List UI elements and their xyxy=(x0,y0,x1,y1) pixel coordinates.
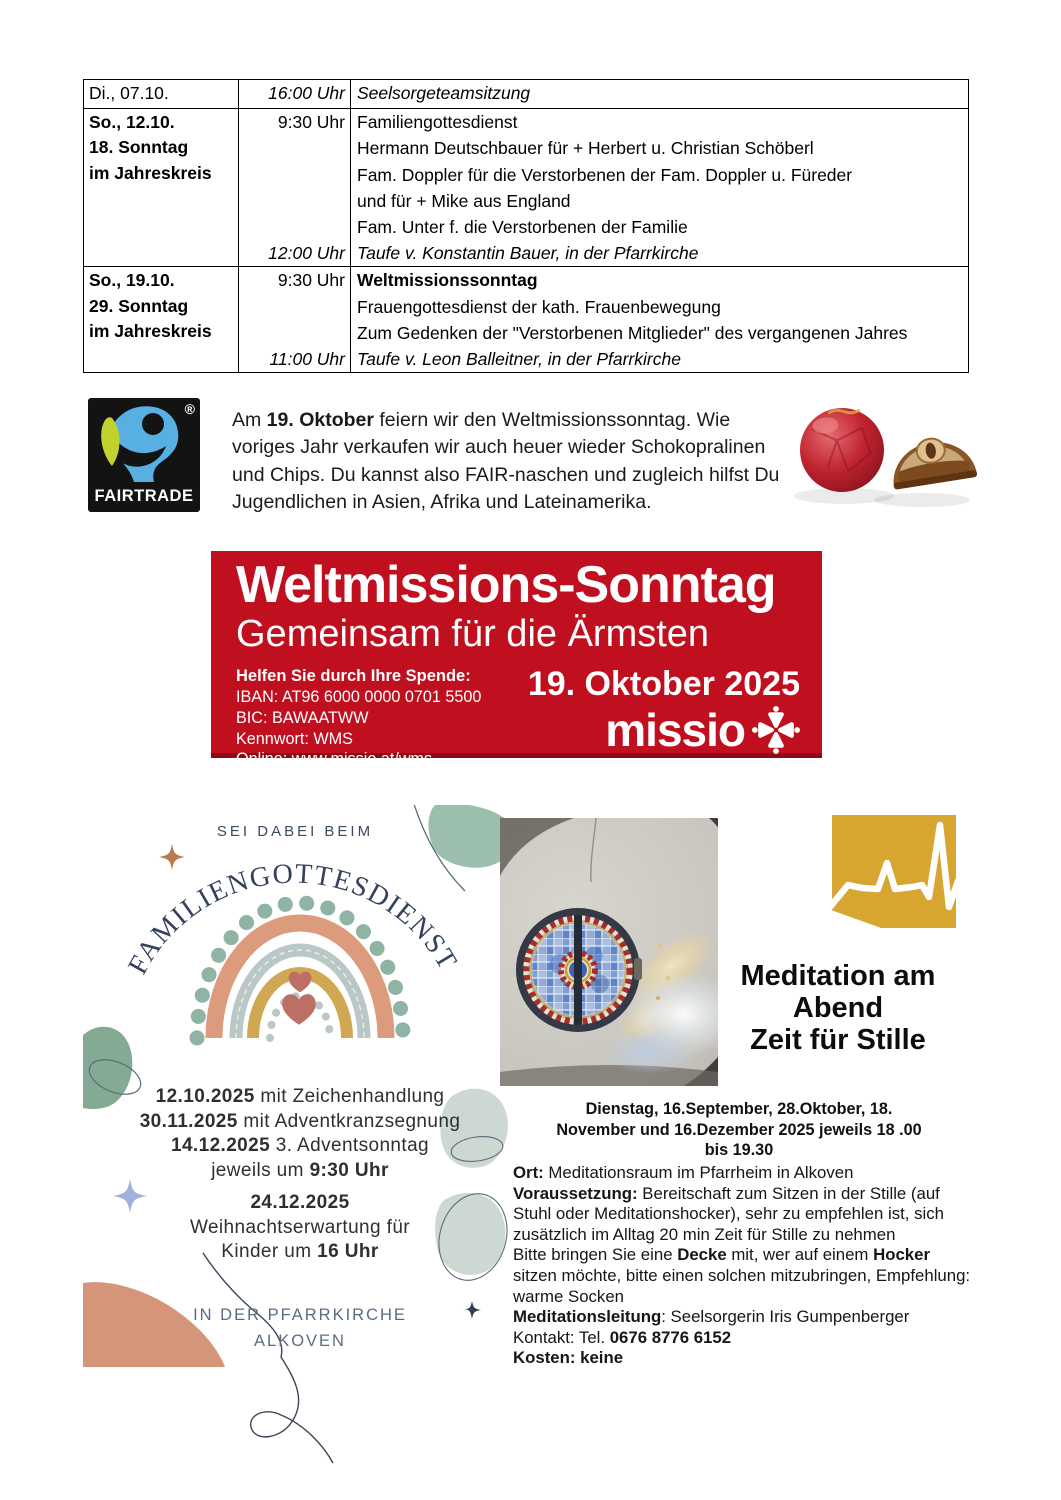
fairtrade-mark-icon xyxy=(96,402,192,484)
text-line: 24.12.2025 xyxy=(250,1192,350,1213)
event-cell: Zum Gedenken der "Verstorbenen Mitglieder" des vergangenen Jahres xyxy=(357,322,908,343)
time-cell: 11:00 Uhr xyxy=(239,346,351,372)
time-cell xyxy=(239,320,351,346)
table-row xyxy=(84,266,968,372)
donation-heading: Helfen Sie durch Ihre Spende: xyxy=(236,667,471,685)
ekg-pulse-icon xyxy=(832,815,956,928)
table-row xyxy=(84,80,968,108)
meditation-details xyxy=(513,1163,971,1369)
text-line: November und 16.Dezember 2025 jeweils 18 .00 xyxy=(556,1120,922,1139)
time-cell xyxy=(239,294,351,320)
time-cell: 16:00 Uhr xyxy=(239,80,351,108)
fairtrade-logo xyxy=(88,398,200,512)
weltmissions-banner xyxy=(211,551,822,769)
missio-logo xyxy=(605,706,800,754)
poster-dates xyxy=(83,1085,517,1183)
time-cell xyxy=(239,188,351,214)
time-cell xyxy=(239,162,351,188)
event-cell: und für + Mike aus England xyxy=(357,190,571,211)
table-row xyxy=(84,108,968,266)
event-cell: Familiengottesdienst xyxy=(357,112,518,133)
text-line: Online: www.missio.at/wms xyxy=(236,750,433,769)
text-line: Bitte bringen Sie eine Decke mit, wer auf einem Hocker sitzen möchte, bitte einen solchen mitzubringen, Empfehlung: warme Socken xyxy=(513,1245,971,1306)
poster-christmas xyxy=(83,1191,517,1265)
schedule-table xyxy=(83,79,969,373)
stained-glass-window-photo xyxy=(500,818,718,1086)
text-line: Meditation am xyxy=(740,960,936,992)
event-cell: Weltmissionssonntag xyxy=(357,270,538,291)
fairtrade-label: FAIRTRADE xyxy=(94,487,194,505)
text-line: Voraussetzung: Bereitschaft zum Sitzen in der Stille (auf Stuhl oder Meditationshocker), sehr zu empfehlen ist, sich zusätzlich im Alltag 20 min Zeit für Stille zu nehmen xyxy=(513,1183,944,1244)
date-cell: So., 19.10. 29. Sonntag im Jahreskreis xyxy=(84,267,239,372)
event-cell: Hermann Deutschbauer für + Herbert u. Christian Schöberl xyxy=(357,138,814,159)
donation-block xyxy=(236,665,481,770)
event-cell: Taufe v. Konstantin Bauer, in der Pfarrkirche xyxy=(357,243,699,264)
text-line: BIC: BAWAATWW xyxy=(236,708,369,727)
registered-trademark: ® xyxy=(184,401,195,417)
text-line: Meditationsleitung: Seelsorgerin Iris Gumpenberger xyxy=(513,1307,910,1327)
banner-subtitle: Gemeinsam für die Ärmsten xyxy=(236,613,710,655)
poster-arc-title: FAMILIENGOTTESDIENST xyxy=(122,858,464,980)
time-cell: 9:30 Uhr xyxy=(239,109,351,135)
date-cell: So., 12.10. 18. Sonntag im Jahreskreis xyxy=(84,109,239,266)
event-cell: Frauengottesdienst der kath. Frauenbewegung xyxy=(357,296,721,317)
meditation-schedule xyxy=(510,1099,968,1161)
text-line: 14.12.2025 3. Adventsonntag xyxy=(170,1135,429,1156)
text-line: jeweils um 9:30 Uhr xyxy=(211,1159,389,1181)
text-line: Weihnachtserwartung für xyxy=(189,1216,411,1238)
text-line: Abend xyxy=(792,992,884,1024)
text-line: 12.10.2025 mit Zeichenhandlung xyxy=(155,1086,445,1107)
text-line: 30.11.2025 mit Adventkranzsegnung xyxy=(139,1110,461,1132)
event-cell: Fam. Unter f. die Verstorbenen der Familie xyxy=(357,217,688,238)
sparkle-icon xyxy=(159,844,185,870)
text-line: bis 19.30 xyxy=(704,1141,774,1160)
event-cell: Seelsorgeteamsitzung xyxy=(357,83,531,103)
time-cell: 9:30 Uhr xyxy=(239,267,351,293)
time-cell xyxy=(239,214,351,240)
date-cell: Di., 07.10. xyxy=(84,80,239,108)
meditation-title xyxy=(690,960,986,1056)
text-line: Ort: Meditationsraum im Pfarrheim in Alkoven xyxy=(513,1163,854,1182)
text-line: Dienstag, 16.September, 28.Oktober, 18. xyxy=(585,1100,893,1118)
mission-sunday-paragraph: Am 19. Oktober feiern wir den Weltmissionssonntag. Wie voriges Jahr verkaufen wir auch heuer wieder Schokopralinen und Chips. Du kannst also FAIR-naschen und zugleich hilfst Du Jugendlichen in Asien, Afrika und Lateinamerika. xyxy=(232,409,780,514)
text-line: ALKOVEN xyxy=(254,1332,346,1350)
poster-location xyxy=(83,1302,517,1354)
text-line: Kosten: keine xyxy=(513,1348,624,1368)
text-line: Kinder um 16 Uhr xyxy=(221,1241,379,1262)
foil-praline xyxy=(796,404,888,496)
squiggle-line xyxy=(203,1253,333,1463)
heart-icon xyxy=(282,994,316,1025)
rainbow-illustration xyxy=(197,903,403,1038)
text-line: Kennwort: WMS xyxy=(236,729,353,748)
missio-wordmark: missio xyxy=(605,704,745,756)
familiengottesdienst-poster xyxy=(83,805,517,1465)
missio-cross-icon xyxy=(752,706,800,754)
banner-date: 19. Oktober 2025 xyxy=(527,665,800,703)
banner-title: Weltmissions-Sonntag xyxy=(236,556,776,614)
text-line: Kontakt: Tel. 0676 8776 6152 xyxy=(513,1327,732,1347)
donation-lines xyxy=(236,687,481,770)
chocolate-pralines-image xyxy=(786,396,982,518)
time-cell xyxy=(239,135,351,161)
cut-praline xyxy=(887,432,977,490)
text-line: IN DER PFARRKIRCHE xyxy=(193,1306,407,1324)
text-line: IBAN: AT96 6000 0000 0701 5500 xyxy=(236,688,482,706)
event-cell: Fam. Doppler für die Verstorbenen der Fam. Doppler u. Füreder xyxy=(357,164,853,185)
event-cell: Taufe v. Leon Balleitner, in der Pfarrkirche xyxy=(357,349,681,370)
text-line: Zeit für Stille xyxy=(750,1024,926,1056)
poster-kicker: SEI DABEI BEIM xyxy=(216,823,374,840)
time-cell: 12:00 Uhr xyxy=(239,240,351,266)
